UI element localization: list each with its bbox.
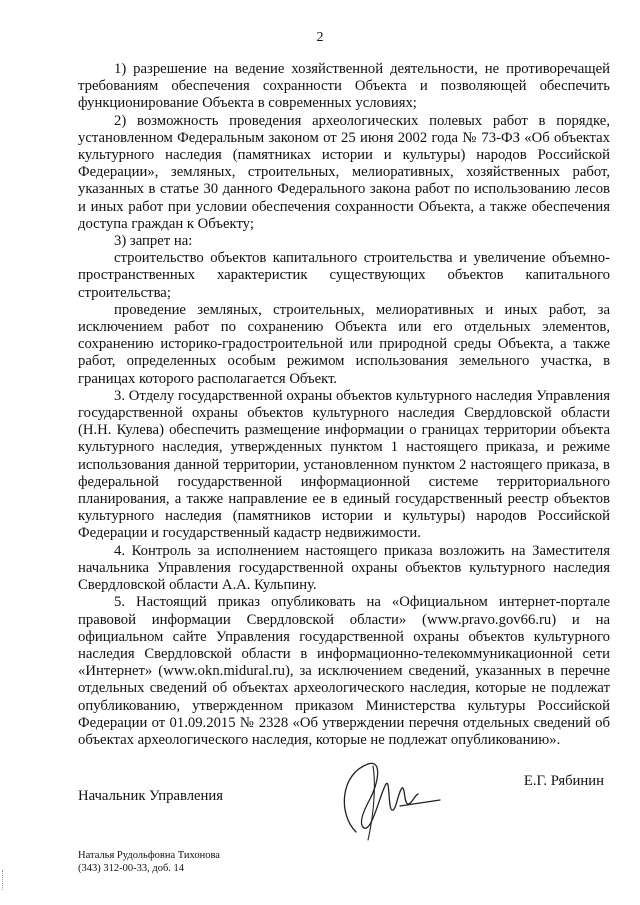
- signatory-position: Начальник Управления: [78, 788, 224, 804]
- paragraph-permission: 1) разрешение на ведение хозяйственной деятельности, не противоречащей требованиям обеспечения сохранности Объекта и позволяющей обеспечить функционирование Объекта в современных условиях;: [78, 61, 610, 112]
- signatory-name: Е.Г. Рябинин: [523, 773, 604, 789]
- executor-info: [78, 849, 220, 875]
- page-number: 2: [316, 30, 324, 45]
- signature-block: [78, 773, 610, 808]
- paragraph-archaeological-works: 2) возможность проведения археологических полевых работ в порядке, установленном Федеральным законом от 25 июня 2002 года № 73-ФЗ «Об объектах культурного наследия (памятниках истории и культуры) народов Российской Федерации», земляных, строительных, мелиоративных, хозяйственных работ, указанных в статье 30 данного Федерального закона работ по использованию лесов и иных работ при условии обеспечения сохранности Объекта, а также обеспечения доступа граждан к Объекту;: [78, 112, 610, 232]
- document-body: [78, 61, 610, 749]
- paragraph-prohibition-heading: 3) запрет на:: [114, 233, 193, 250]
- paragraph-item-4: 4. Контроль за исполнением настоящего приказа возложить на Заместителя начальника Управления государственной охраны объектов культурного наследия Свердловской области А.А. Кульпину.: [78, 542, 610, 594]
- scan-edge-mark: [2, 870, 5, 890]
- paragraph-prohibition-works: проведение земляных, строительных, мелиоративных и иных работ, за исключением работ по сохранению Объекта или его отдельных элементов, сохранению историко-градостроительной или природной среды Объекта, а также работ, определенных особым режимом использования земельного участка, в границах которого располагается Объект.: [78, 301, 610, 387]
- paragraph-prohibition-construction: строительство объектов капитального строительства и увеличение объемно-пространственных характеристик существующих объектов капитального строительства;: [78, 250, 610, 301]
- paragraph-item-3: 3. Отделу государственной охраны объектов культурного наследия Управления государственной охраны объектов культурного наследия Свердловской области (Н.Н. Кулева) обеспечить размещение информации о границах территории объекта культурного наследия, утвержденных пунктом 1 настоящего приказа, и режиме использования данной территории, установленном пунктом 2 настоящего приказа, в федеральной государственной информационной системе территориального планирования, а также направление ее в единый государственный реестр объектов культурного наследия (памятников истории и культуры) народов Российской Федерации и государственный кадастр недвижимости.: [78, 387, 610, 542]
- executor-name: Наталья Рудольфовна Тихонова: [78, 850, 220, 861]
- paragraph-item-5: 5. Настоящий приказ опубликовать на «Официальном интернет-портале правовой информации Свердловской области» (www.pravo.gov66.ru) и на официальном сайте Управления государственной охраны объектов культурного наследия Свердловской области в информационно-телекоммуникационной сети «Интернет» (www.okn.midural.ru), за исключением сведений, указанных в перечне отдельных сведений об объектах археологического наследия, которые не подлежат опубликованию, утвержденном приказом Министерства культуры Российской Федерации от 01.09.2015 № 2328 «Об утверждении перечня отдельных сведений об объектах археологического наследия, которые не подлежат опубликованию».: [78, 594, 610, 748]
- executor-phone: (343) 312-00-33, доб. 14: [78, 863, 185, 874]
